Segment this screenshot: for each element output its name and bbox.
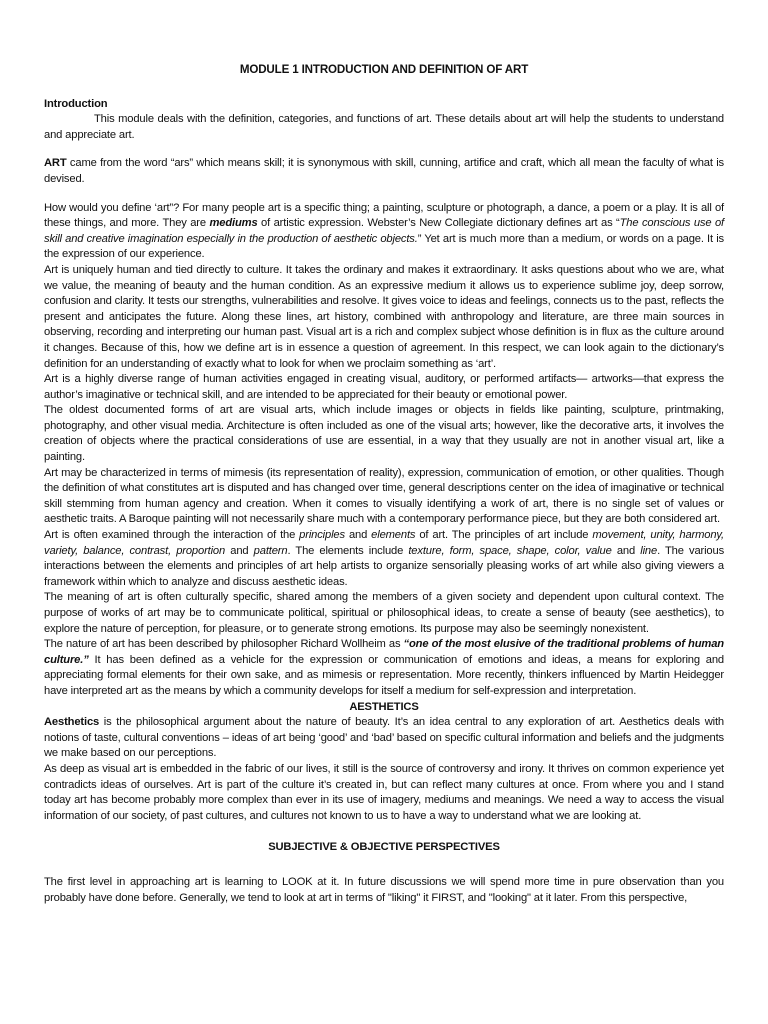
meaning-of-art-paragraph: The meaning of art is often culturally specific, shared among the members of a given society and dependent upon cultural context. The purpose of works of art may be to communicate political, spiritual or philosophical ideas, to create a sense of beauty (see aesthetics), to explore the nature of perception, for pleasure, or to generate strong emotions. Its purpose may also be seemingly nonexistent. (44, 591, 724, 635)
principles-text-7: . The various interactions between the elements and principles of art help artists to organize sensorially pleasing works of art while also giving viewers a framework within which to analyze and discuss aesthetic ideas. (44, 544, 725, 588)
document-title: MODULE 1 INTRODUCTION AND DEFINITION OF ART (239, 63, 529, 76)
document-page (44, 62, 724, 906)
first-level-paragraph: The first level in approaching art is learning to LOOK at it. In future discussions we will spend more time in pure observation than you probably have done before. Generally, we tend to look at art in terms of "liking" it FIRST, and "looking" at it later. From this perspective, (44, 875, 724, 904)
principles-text-5: . The elements include (287, 544, 409, 557)
principles-text-6: and (611, 544, 641, 557)
art-term: ART (44, 157, 67, 170)
principles-text-3: of art. The principles of art include (415, 529, 593, 542)
principles-list: movement, unity, harmony, variety, balance, contrast, proportion (44, 529, 724, 557)
nature-text-2: It has been defined as a vehicle for the expression or communication of emotions and ideas, a means for exploring and appreciating formal elements for their own sake, and as mimesis or representation. More recently, thinkers influenced by Martin Heidegger have interpreted art as the means by which a community develops for itself a medium for self-expression and interpretation. (44, 653, 724, 697)
nature-of-art-paragraph (44, 637, 724, 699)
aesthetics-paragraph (44, 715, 724, 762)
introduction-heading: Introduction (44, 97, 108, 110)
oldest-forms-paragraph: The oldest documented forms of art are visual arts, which include images or objects in fields like painting, sculpture, printmaking, photography, and other visual media. Architecture is often included as one of the visual arts; however, like the decorative arts, it involves the creation of objects where the practical considerations of use are essential, in a way that they usually are not in another visual art, like a painting. (44, 404, 724, 464)
aesthetics-term: Aesthetics (44, 716, 100, 729)
art-uniquely-human-paragraph: Art is uniquely human and tied directly to culture. It takes the ordinary and makes it extraordinary. It asks questions about who we are, what we value, the meaning of beauty and the human condition. As an expressive medium it allows us to experience sublime joy, deep sorrow, confusion and clarity. It tests our strengths, vulnerabilities and resolve. It gives voice to ideas and feelings, connects us to the past, reflects the present and anticipates the future. Along these lines, art history, combined with anthropology and literature, are three main sources in observing, recording and interpreting our human past. Visual art is a rich and complex subject whose definition is in flux as the culture around it changes. Because of this, how we define art is in essence a question of agreement. In this respect, we can look again to the dictionary’s definition for an understanding of exactly what to look for when we proclaim something as ‘art’. (44, 263, 724, 370)
principles-term: principles (299, 529, 345, 542)
art-definition-text: came from the word “ars” which means skill; it is synonymous with skill, cunning, artifice and craft, which all mean the faculty of what is devised. (44, 157, 724, 185)
line-term: line (640, 544, 658, 557)
principles-text-1: Art is often examined through the interaction of the (44, 529, 300, 542)
define-art-paragraph (44, 201, 724, 263)
introduction-paragraph: This module deals with the definition, categories, and functions of art. These details about art will help the students to understand and appreciate art. (44, 113, 724, 141)
principles-text-4: and (225, 544, 254, 557)
aesthetics-heading: AESTHETICS (349, 700, 419, 713)
mimesis-paragraph: Art may be characterized in terms of mimesis (its representation of reality), expression, communication of emotion, or other qualities. Though the definition of what constitutes art is disputed and has changed over time, general descriptions center on the idea of imaginative or technical skill stemming from human agency and creation. When it comes to visually identifying a work of art, there is no single set of values or aesthetic traits. A Baroque painting will not necessarily share much with a contemporary performance piece, but they are both considered art. (44, 466, 724, 526)
principles-elements-paragraph (44, 528, 724, 590)
pattern-term: pattern (253, 544, 288, 557)
define-art-text-1: How would you define ‘art”? For many people art is a specific thing; a painting, sculpture or photograph, a dance, a poem or a play. It is all of these things, and more. They are (44, 201, 724, 230)
mediums-term: mediums (209, 217, 258, 230)
elements-list: texture, form, space, shape, color, value (408, 544, 612, 557)
wollheim-quote: “one of the most elusive of the traditional problems of human culture.” (44, 638, 724, 666)
principles-text-2: and (344, 529, 372, 542)
nature-text-1: The nature of art has been described by philosopher Richard Wollheim as (44, 638, 404, 651)
dictionary-quote: The conscious use of skill and creative imagination especially in the production of aesthetic objects. (44, 217, 724, 245)
aesthetics-text: is the philosophical argument about the nature of beauty. It’s an idea central to any exploration of art. Aesthetics deals with notions of taste, cultural conventions – ideas of art being ‘good’ and ‘bad’ based on specific cultural information and beliefs and the judgments we make based on our perceptions. (44, 716, 724, 760)
visual-art-embedded-paragraph: As deep as visual art is embedded in the fabric of our lives, it still is the source of controversy and irony. It thrives on common experience yet contradicts ideas of ourselves. Art is part of the culture it’s created in, but can reflect many cultures at once. From where you and I stand today art has become probably more complex than ever in its use of imagery, mediums and meanings. We need a way to access the visual information of our society, of past cultures, and cultures not known to us to have a way to understand what we are looking at. (44, 762, 724, 822)
art-definition-paragraph (44, 156, 724, 187)
define-art-text-2: of artistic expression. Webster’s New Collegiate dictionary defines art as “ (257, 217, 620, 230)
art-diverse-range-paragraph: Art is a highly diverse range of human activities engaged in creating visual, auditory, or performed artifacts— artworks—that express the author’s imaginative or technical skill, and are intended to be appreciated for their beauty or emotional power. (44, 373, 724, 401)
elements-term: elements (371, 529, 416, 542)
define-art-text-3: ” Yet art is much more than a medium, or words on a page. It is the expression of our experience. (44, 232, 724, 261)
subjective-objective-heading: SUBJECTIVE & OBJECTIVE PERSPECTIVES (268, 841, 500, 854)
